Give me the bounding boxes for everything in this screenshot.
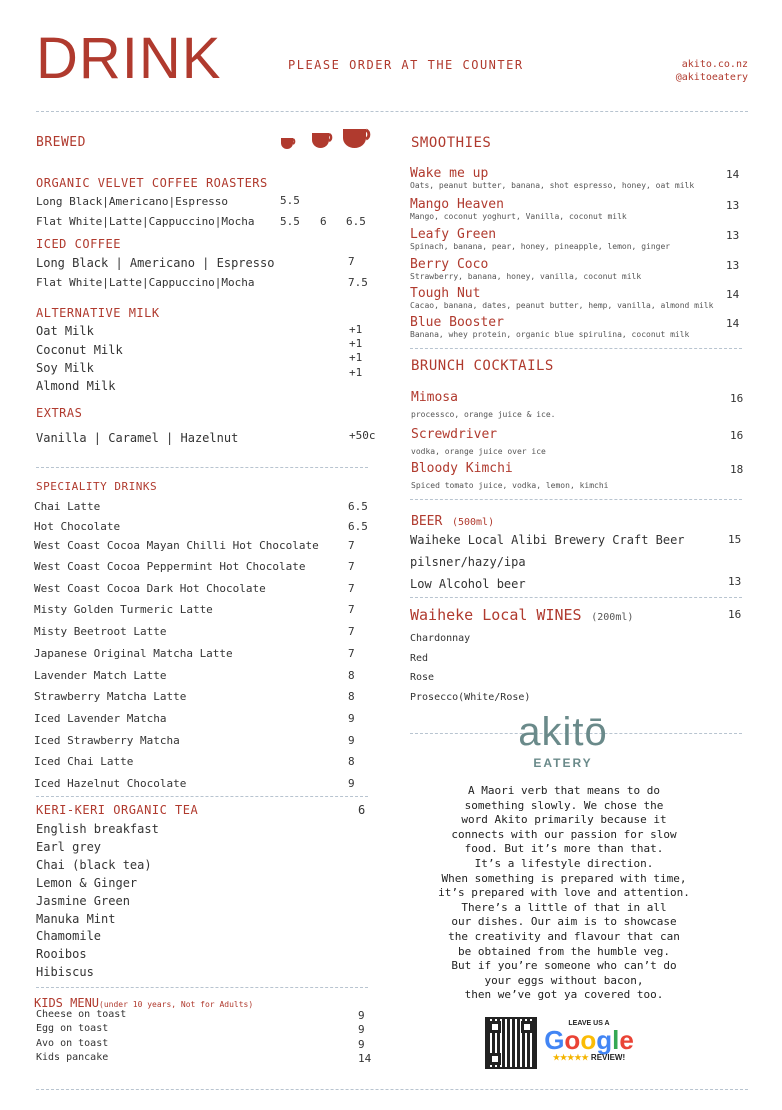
about-line: the creativity and flavour that can <box>448 929 680 943</box>
smoothie-name: Tough Nut <box>410 286 481 301</box>
menu-price: 9 <box>348 734 355 747</box>
divider <box>36 987 368 988</box>
wine-item: Rose <box>410 672 435 683</box>
menu-item: Avo on toast <box>36 1037 109 1049</box>
tea-item: Jasmine Green <box>36 893 130 908</box>
tea-item: Hibiscus <box>36 965 94 980</box>
extras-heading: EXTRAS <box>36 406 83 420</box>
about-line: food. But it’s more than that. <box>464 842 664 856</box>
divider <box>36 111 748 112</box>
smoothie-name: Wake me up <box>410 166 489 181</box>
wines-heading <box>410 605 633 624</box>
menu-price: 14 <box>358 1051 372 1065</box>
smoothies-heading: SMOOTHIES <box>411 135 492 151</box>
cocktail-name: Bloody Kimchi <box>411 461 513 476</box>
menu-item: Iced Lavender Matcha <box>34 712 167 725</box>
menu-item: Strawberry Matcha Latte <box>34 690 187 703</box>
menu-item: West Coast Cocoa Mayan Chilli Hot Chocolate <box>34 539 319 552</box>
logo-text: akitō <box>518 710 608 754</box>
tea-price: 6 <box>358 803 366 817</box>
menu-item: pilsner/hazy/ipa <box>410 555 526 569</box>
menu-price: +1 <box>349 351 363 364</box>
cocktail-desc: Spiced tomato juice, vodka, lemon, kimchi <box>411 481 609 490</box>
menu-price: 7 <box>348 582 355 595</box>
divider <box>410 499 742 500</box>
menu-item: Hot Chocolate <box>34 520 121 533</box>
google-review-badge[interactable] <box>540 1020 638 1062</box>
brewed-heading: BREWED <box>36 135 86 150</box>
menu-price: 7.5 <box>348 276 368 289</box>
menu-item: Oat Milk <box>36 324 94 338</box>
menu-price: 6 <box>320 215 327 228</box>
menu-price: 5.5 <box>280 215 300 228</box>
menu-price: 9 <box>358 1023 365 1037</box>
menu-item: Misty Golden Turmeric Latte <box>34 603 213 616</box>
divider <box>36 1089 748 1090</box>
menu-price: 13 <box>726 199 740 212</box>
menu-price: 8 <box>348 669 355 682</box>
menu-item: Waiheke Local Alibi Brewery Craft Beer <box>410 533 685 547</box>
cup-large-icon <box>342 127 374 149</box>
menu-price: 14 <box>726 168 740 181</box>
menu-price: 18 <box>730 463 744 476</box>
menu-item: Soy Milk <box>36 361 94 375</box>
qr-code-icon[interactable] <box>485 1017 537 1069</box>
beer-size: (500ml) <box>451 517 495 528</box>
about-line: something slowly. We chose the <box>464 798 664 812</box>
menu-price: 8 <box>348 755 355 768</box>
menu-price: 9 <box>358 1009 365 1022</box>
menu-price: 14 <box>726 288 740 301</box>
menu-price: +50c <box>349 429 376 442</box>
cocktail-desc: processco, orange juice & ice. <box>411 410 556 419</box>
menu-price: 7 <box>348 603 355 616</box>
menu-price: 7 <box>348 255 355 268</box>
menu-price: 16 <box>730 392 744 405</box>
menu-price: 7 <box>348 625 355 638</box>
menu-item: Long Black | Americano | Espresso <box>36 256 275 270</box>
divider <box>36 796 368 797</box>
cocktail-name: Mimosa <box>411 390 458 405</box>
menu-item: Iced Chai Latte <box>34 755 134 768</box>
menu-item: Kids pancake <box>36 1051 109 1063</box>
menu-item: Vanilla | Caramel | Hazelnut <box>36 431 239 445</box>
about-line: A Maori verb that means to do <box>467 784 661 797</box>
social-handle[interactable]: @akitoeatery <box>675 72 748 83</box>
alt-milk-heading: ALTERNATIVE MILK <box>36 306 160 320</box>
smoothie-name: Berry Coco <box>410 257 489 272</box>
cocktail-name: Screwdriver <box>411 427 498 442</box>
about-line: be obtained from the humble veg. <box>458 944 670 958</box>
menu-price: +1 <box>349 323 363 336</box>
smoothie-desc: Cacao, banana, dates, peanut butter, hemp, vanilla, almond milk <box>410 301 714 310</box>
cocktail-desc: vodka, orange juice over ice <box>411 447 546 456</box>
smoothie-desc: Strawberry, banana, honey, vanilla, coconut milk <box>410 272 642 281</box>
review-leave-text: LEAVE US A <box>568 1020 610 1027</box>
about-line: When something is prepared with time, <box>441 871 687 885</box>
menu-item: Long Black|Americano|Espresso <box>36 195 229 208</box>
menu-price: 7 <box>348 560 355 573</box>
menu-item: Flat White|Latte|Cappuccino|Mocha <box>36 276 255 289</box>
tea-heading: KERI-KERI ORGANIC TEA <box>36 803 199 817</box>
google-logo-text: Google <box>544 1025 634 1055</box>
tea-item: Earl grey <box>36 839 102 854</box>
menu-price: 8 <box>348 690 355 703</box>
smoothie-name: Blue Booster <box>410 315 504 330</box>
menu-price: 7 <box>348 647 355 660</box>
smoothie-desc: Mango, coconut yoghurt, Vanilla, coconut milk <box>410 212 627 221</box>
menu-price: 6.5 <box>348 520 368 533</box>
menu-price: 14 <box>726 317 740 330</box>
smoothie-desc: Banana, whey protein, organic blue spirulina, coconut milk <box>410 330 690 339</box>
kids-title: KIDS MENU <box>34 996 100 1010</box>
cocktails-heading: BRUNCH COCKTAILS <box>411 358 554 374</box>
beer-title: BEER <box>411 514 443 529</box>
wines-size: (200ml) <box>591 612 634 623</box>
website-link[interactable]: akito.co.nz <box>681 59 748 70</box>
wine-item: Prosecco(White/Rose) <box>410 691 531 703</box>
menu-item: Flat White|Latte|Cappuccino|Mocha <box>36 215 255 228</box>
tea-item: English breakfast <box>36 822 159 836</box>
cup-small-icon <box>280 136 300 150</box>
menu-item: Coconut Milk <box>36 343 123 357</box>
about-line: our dishes. Our aim is to showcase <box>451 915 677 929</box>
menu-price: 15 <box>728 533 742 546</box>
menu-price: 6.5 <box>348 500 368 513</box>
menu-item: Egg on toast <box>36 1023 109 1035</box>
menu-item: West Coast Cocoa Peppermint Hot Chocolate <box>34 560 306 573</box>
menu-price: 9 <box>348 712 355 725</box>
kids-note: (under 10 years, Not for Adults) <box>99 1000 254 1009</box>
smoothie-desc: Spinach, banana, pear, honey, pineapple, lemon, ginger <box>410 242 671 251</box>
menu-item: Cheese on toast <box>36 1009 127 1020</box>
menu-item: Japanese Original Matcha Latte <box>34 647 233 660</box>
menu-item: Iced Hazelnut Chocolate <box>34 777 187 790</box>
tea-item: Chai (black tea) <box>36 857 152 872</box>
page-title: DRINK <box>36 26 222 91</box>
about-line: then we’ve got ya covered too. <box>464 988 664 1002</box>
about-line: it’s prepared with love and attention. <box>438 886 690 900</box>
speciality-heading: SPECIALITY DRINKS <box>36 480 158 493</box>
menu-item: Iced Strawberry Matcha <box>34 734 180 747</box>
akito-logo <box>508 712 618 770</box>
roaster-heading: ORGANIC VELVET COFFEE ROASTERS <box>36 176 268 190</box>
iced-coffee-heading: ICED COFFEE <box>36 237 121 251</box>
order-note: PLEASE ORDER AT THE COUNTER <box>288 58 524 72</box>
divider <box>36 467 368 468</box>
menu-item: Low Alcohol beer <box>410 577 526 591</box>
tea-item: Lemon & Ginger <box>36 875 138 890</box>
star-rating-icon: ★★★★★ <box>552 1053 589 1062</box>
menu-price: 16 <box>730 429 744 442</box>
menu-item: Misty Beetroot Latte <box>34 625 167 638</box>
menu-price: +1 <box>349 366 363 379</box>
menu-item: West Coast Cocoa Dark Hot Chocolate <box>34 582 266 595</box>
wine-item: Chardonnay <box>410 633 471 644</box>
menu-price: 7 <box>348 539 355 552</box>
menu-price: 6.5 <box>346 215 366 228</box>
about-line: connects with our passion for slow <box>451 827 677 841</box>
about-line: It’s a lifestyle direction. <box>474 856 654 870</box>
about-text <box>420 784 708 1003</box>
logo-subtext: EATERY <box>533 756 593 770</box>
cup-medium-icon <box>311 131 337 149</box>
menu-price: 13 <box>726 259 740 272</box>
menu-price: 5.5 <box>280 194 300 207</box>
smoothie-desc: Oats, peanut butter, banana, shot espresso, honey, oat milk <box>410 181 695 190</box>
smoothie-name: Mango Heaven <box>410 197 504 212</box>
menu-item: Lavender Match Latte <box>34 669 167 682</box>
menu-price: 13 <box>728 575 742 588</box>
tea-item: Manuka Mint <box>36 911 116 926</box>
about-line: your eggs without bacon, <box>484 973 644 987</box>
about-line: There’s a little of that in all <box>461 900 667 914</box>
review-footer <box>540 1053 638 1062</box>
wines-title: Waiheke Local WINES <box>410 606 582 624</box>
review-text: REVIEW! <box>590 1053 626 1062</box>
menu-item: Chai Latte <box>34 500 101 513</box>
menu-price: 13 <box>726 229 740 242</box>
wines-price: 16 <box>728 608 742 621</box>
wine-item: Red <box>410 652 429 664</box>
menu-price: +1 <box>349 337 363 350</box>
beer-heading <box>411 510 494 529</box>
menu-price: 9 <box>358 1037 365 1051</box>
smoothie-name: Leafy Green <box>410 227 497 242</box>
tea-item: Rooibos <box>36 947 87 962</box>
tea-item: Chamomile <box>36 929 102 944</box>
about-line: But if you’re someone who can’t do <box>451 959 677 973</box>
menu-price: 9 <box>348 777 355 790</box>
divider <box>410 348 742 349</box>
about-line: word Akito primarily because it <box>461 813 667 827</box>
menu-item: Almond Milk <box>36 379 116 393</box>
divider <box>410 597 742 598</box>
contact-info <box>676 58 748 84</box>
